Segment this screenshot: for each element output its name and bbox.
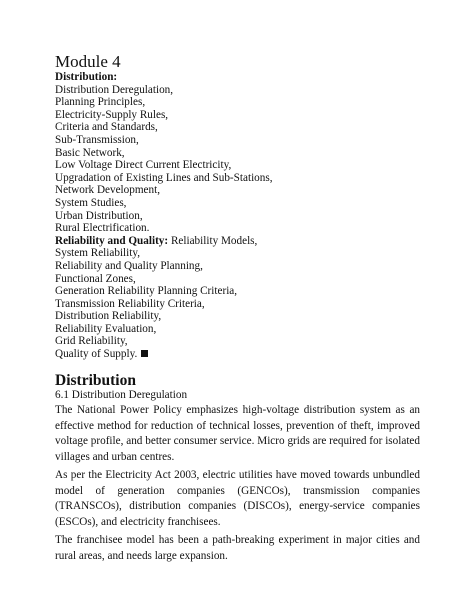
topic-list (55, 71, 273, 361)
topic-item: Urban Distribution, (55, 209, 143, 222)
topic-item: Distribution Reliability, (55, 310, 162, 323)
topic-item: Upgradation of Existing Lines and Sub-Stations, (55, 171, 273, 184)
topic-item: Transmission Reliability Criteria, (55, 297, 205, 310)
last-topic-line (55, 348, 273, 361)
distribution-heading: Distribution: (55, 71, 118, 83)
reliability-line (55, 235, 273, 248)
topic-item: Rural Electrification. (55, 222, 150, 235)
module-title: Module 4 (55, 52, 121, 71)
topic-item: System Reliability, (55, 247, 141, 260)
paragraph: The National Power Policy emphasizes high-voltage distribution system as an effective method for reduction of technical losses, prevention of theft, improved voltage profile, and better consumer service. Micro grids are required for isolated villages and urban centres. (55, 404, 420, 463)
topic-item: Low Voltage Direct Current Electricity, (55, 159, 232, 172)
topic-item: Distribution Deregulation, (55, 83, 174, 96)
topic-item: Functional Zones, (55, 272, 136, 285)
body-text (55, 403, 420, 567)
topic-item: Sub-Transmission, (55, 133, 139, 146)
topic-item: Basic Network, (55, 146, 125, 159)
topic-item: Criteria and Standards, (55, 121, 158, 134)
topic-item: Quality of Supply. (55, 348, 138, 361)
topic-item: Reliability Evaluation, (55, 322, 157, 335)
subsection-title: 6.1 Distribution Deregulation (55, 389, 188, 401)
topic-item: Generation Reliability Planning Criteria, (55, 285, 238, 298)
paragraph: As per the Electricity Act 2003, electric utilities have moved towards unbundled model of generation companies (GENCOs), transmission companies (TRANSCOs), distribution companies (DISCOs), energy-service companies (ESCOs), and electricity franchisees. (55, 469, 420, 528)
topic-item: Network Development, (55, 184, 161, 197)
topic-item: Planning Principles, (55, 96, 146, 109)
reliability-heading: Reliability and Quality: (55, 234, 169, 247)
topic-item: Grid Reliability, (55, 335, 128, 348)
topic-item: Reliability and Quality Planning, (55, 259, 203, 272)
reliability-first-item: Reliability Models, (168, 234, 258, 247)
end-of-list-square-icon (141, 350, 148, 357)
topic-item: System Studies, (55, 196, 127, 209)
paragraph: The franchisee model has been a path-breaking experiment in major cities and rural areas, and needs large expansion. (55, 534, 420, 562)
topic-item: Electricity-Supply Rules, (55, 108, 169, 121)
section-title: Distribution (55, 372, 136, 389)
